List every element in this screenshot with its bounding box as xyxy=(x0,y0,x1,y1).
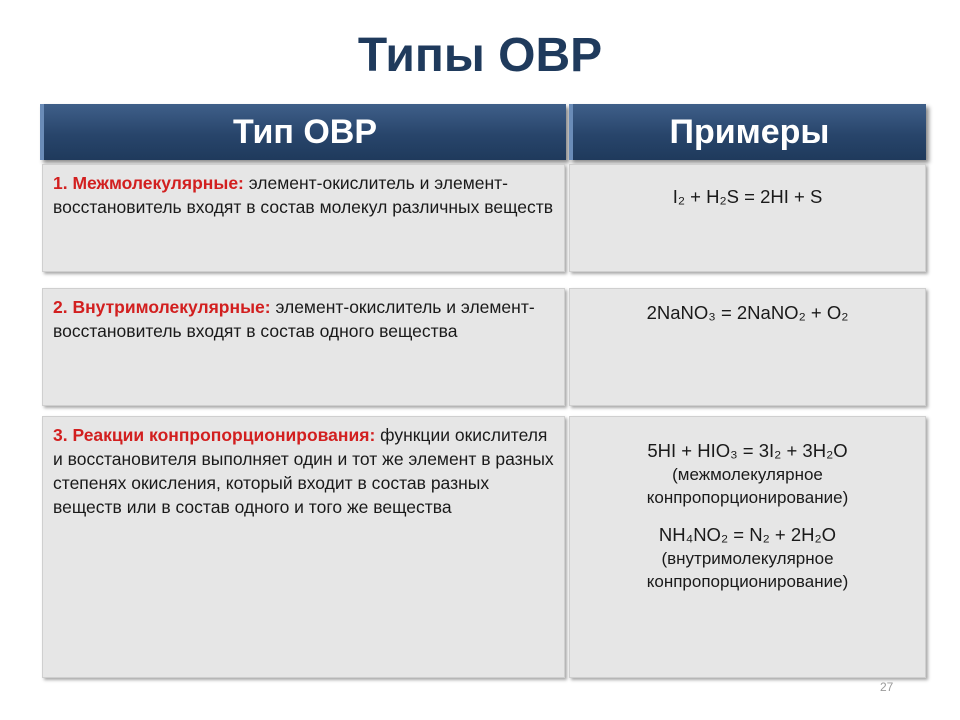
row-3-label: 3. Реакции конпропорционирования: xyxy=(53,425,376,445)
row-3-note-2: (внутримолекулярное конпропорционирование) xyxy=(646,549,849,591)
row-1-example-cell xyxy=(569,164,926,272)
row-1-equation: I₂ + H₂S = 2HI + S xyxy=(672,186,823,207)
row-3-equation-2: NH₄NO₂ = N₂ + 2H₂O xyxy=(658,524,837,545)
column-header-examples: Примеры xyxy=(569,104,926,160)
row-2-example-cell xyxy=(569,288,926,406)
row-2-label: 2. Внутримолекулярные: xyxy=(53,297,271,317)
row-2-description: элемент-окислитель и элемент-восстановитель входят в состав одного вещества xyxy=(53,297,535,341)
row-3-equation-1: 5HI + HIO₃ = 3I₂ + 3H₂O xyxy=(647,440,848,461)
column-header-type: Тип ОВР xyxy=(40,104,566,160)
row-1-label: 1. Межмолекулярные: xyxy=(53,173,244,193)
row-3-example-cell xyxy=(569,416,926,678)
row-1-description: элемент-окислитель и элемент-восстановитель входят в состав молекул различных веществ xyxy=(53,173,554,217)
row-3-description: функции окислителя и восстановителя выполняет один и тот же элемент в разных степенях окисления, который входит в состав разных веществ или в состав одного и того же вещества xyxy=(53,425,554,517)
row-2-type-cell xyxy=(42,288,565,406)
row-1-type-cell xyxy=(42,164,565,272)
row-3-type-cell xyxy=(42,416,565,678)
slide-title: Типы ОВР xyxy=(357,29,603,82)
row-3-note-1: (межмолекулярное конпропорционирование) xyxy=(646,465,849,507)
row-2-equation: 2NaNO₃ = 2NaNO₂ + O₂ xyxy=(646,302,849,323)
page-number: 27 xyxy=(880,680,894,694)
